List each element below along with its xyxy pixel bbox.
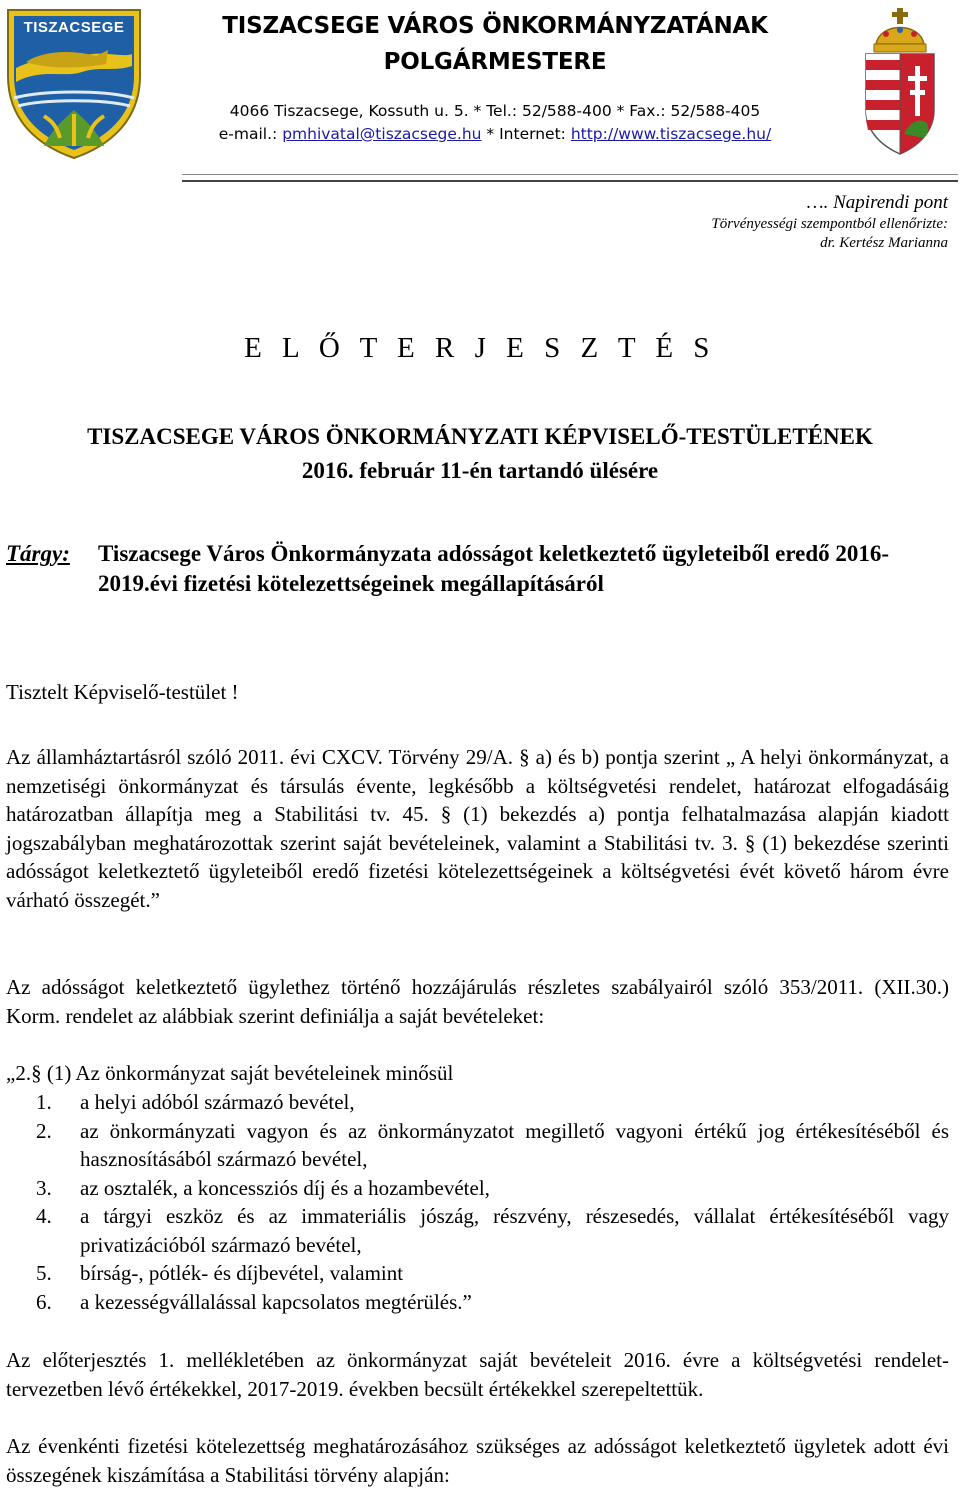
list-item	[36, 1202, 949, 1259]
council-name: TISZACSEGE VÁROS ÖNKORMÁNYZATI KÉPVISELŐ-TESTÜLETÉNEK	[87, 424, 873, 449]
hungarian-coat-of-arms-icon	[858, 4, 942, 160]
list-item-number: 1.	[36, 1090, 52, 1114]
header-rule-thin	[182, 174, 958, 175]
meeting-date: 2016. február 11-én tartandó ülésére	[301, 458, 659, 483]
contact-line	[150, 123, 840, 146]
svg-text:TISZACSEGE: TISZACSEGE	[23, 19, 125, 36]
letterhead	[0, 0, 960, 190]
list-item	[36, 1117, 949, 1174]
list-item	[36, 1174, 949, 1203]
letterhead-text	[150, 8, 840, 146]
list-item-number: 5.	[36, 1261, 52, 1285]
header-rule-thick	[182, 180, 958, 182]
subject-label: Tárgy:	[6, 541, 70, 566]
paragraph-calculation: Az évenkénti fizetési kötelezettség meghatározásához szükséges az adósságot keletkeztető ügyletek adott évi összegének kiszámítása a Stabilitási törvény alapján:	[6, 1434, 949, 1487]
office-title-line2: POLGÁRMESTERE	[383, 49, 607, 75]
subject-text: Tiszacsege Város Önkormányzata adósságot keletkeztető ügyleteiből eredő 2016-2019.évi fizetési kötelezettségeinek megállapításáról	[98, 541, 890, 596]
office-address: 4066 Tiszacsege, Kossuth u. 5. * Tel.: 52/588-400 * Fax.: 52/588-405	[229, 102, 761, 120]
internet-label: * Internet:	[481, 125, 571, 143]
list-item-number: 6.	[36, 1289, 52, 1314]
council-heading	[0, 420, 960, 488]
list-item	[36, 1288, 949, 1317]
list-item-text: a helyi adóból származó bevétel,	[80, 1090, 355, 1114]
website-link[interactable]: http://www.tiszacsege.hu/	[570, 125, 772, 143]
list-item-text: bírság-, pótlék- és díjbevétel, valamint	[80, 1261, 404, 1285]
list-intro: „2.§ (1) Az önkormányzat saját bevételeinek minősül	[6, 1061, 454, 1085]
paragraph-decree: Az adósságot keletkeztető ügylethez történő hozzájárulás részletes szabályairól szóló 353/2011. (XII.30.) Korm. rendelet az alábbiak szerint definiálja a saját bevételeket:	[6, 975, 949, 1028]
list-item	[36, 1259, 949, 1288]
greeting: Tisztelt Képviselő-testület !	[6, 680, 239, 704]
office-title-line1: TISZACSEGE VÁROS ÖNKORMÁNYZATÁNAK	[222, 13, 768, 39]
legal-check-note: Törvényességi szempontból ellenőrizte:	[711, 216, 948, 232]
list-item-number: 3.	[36, 1175, 52, 1200]
list-item-text: az önkormányzati vagyon és az önkormányzatot megillető vagyoni értékű jog értékesítéséből és hasznosításából származó bevétel,	[80, 1118, 949, 1171]
own-revenue-list	[36, 1088, 949, 1316]
agenda-item: …. Napirendi pont	[806, 192, 948, 213]
paragraph-law-quote: Az államháztartásról szóló 2011. évi CXCV. Törvény 29/A. § a) és b) pontja szerint „ A helyi önkormányzat, a nemzetiségi önkormányzat és társulás évente, legkésőbb a költségvetési rendelet, határozat elfogadásáig határozatban állapítja meg a Stabilitási tv. 45. § (1) bekezdés a) pontja felhatalmazása alapján kiadott jogszabályban meghatározottak szerint saját bevételeinek, valamint a Stabilitási tv. 3. § (1) bekezdése szerinti adósságot keletkeztető ügyleteiből eredő fizetési kötelezettségeinek a költségvetési évét követő három évre várható összegét.”	[6, 745, 949, 912]
list-item-text: a kezességvállalással kapcsolatos megtérülés.”	[80, 1289, 472, 1314]
list-item-text: a tárgyi eszköz és az immateriális jószág, részvény, részesedés, vállalat értékesítéséből vagy privatizációból származó bevétel,	[80, 1204, 949, 1257]
document-title: E L Ő T E R J E S Z T É S	[244, 332, 716, 364]
email-label: e-mail.:	[218, 125, 283, 143]
list-item-number: 4.	[36, 1204, 52, 1228]
paragraph-annex: Az előterjesztés 1. mellékletében az önkormányzat saját bevételeit 2016. évre a költségvetési rendelet-tervezetben lévő értékekkel, 2017-2019. években becsült értékekkel szerepeltettük.	[6, 1348, 949, 1401]
list-item	[36, 1088, 949, 1117]
email-link[interactable]: pmhivatal@tiszacsege.hu	[282, 125, 482, 143]
list-item-number: 2.	[36, 1118, 52, 1143]
list-item-text: az osztalék, a koncessziós díj és a hozambevétel,	[80, 1175, 490, 1200]
tiszacsege-coat-of-arms-icon	[4, 6, 144, 162]
checked-by: dr. Kertész Marianna	[820, 235, 948, 251]
